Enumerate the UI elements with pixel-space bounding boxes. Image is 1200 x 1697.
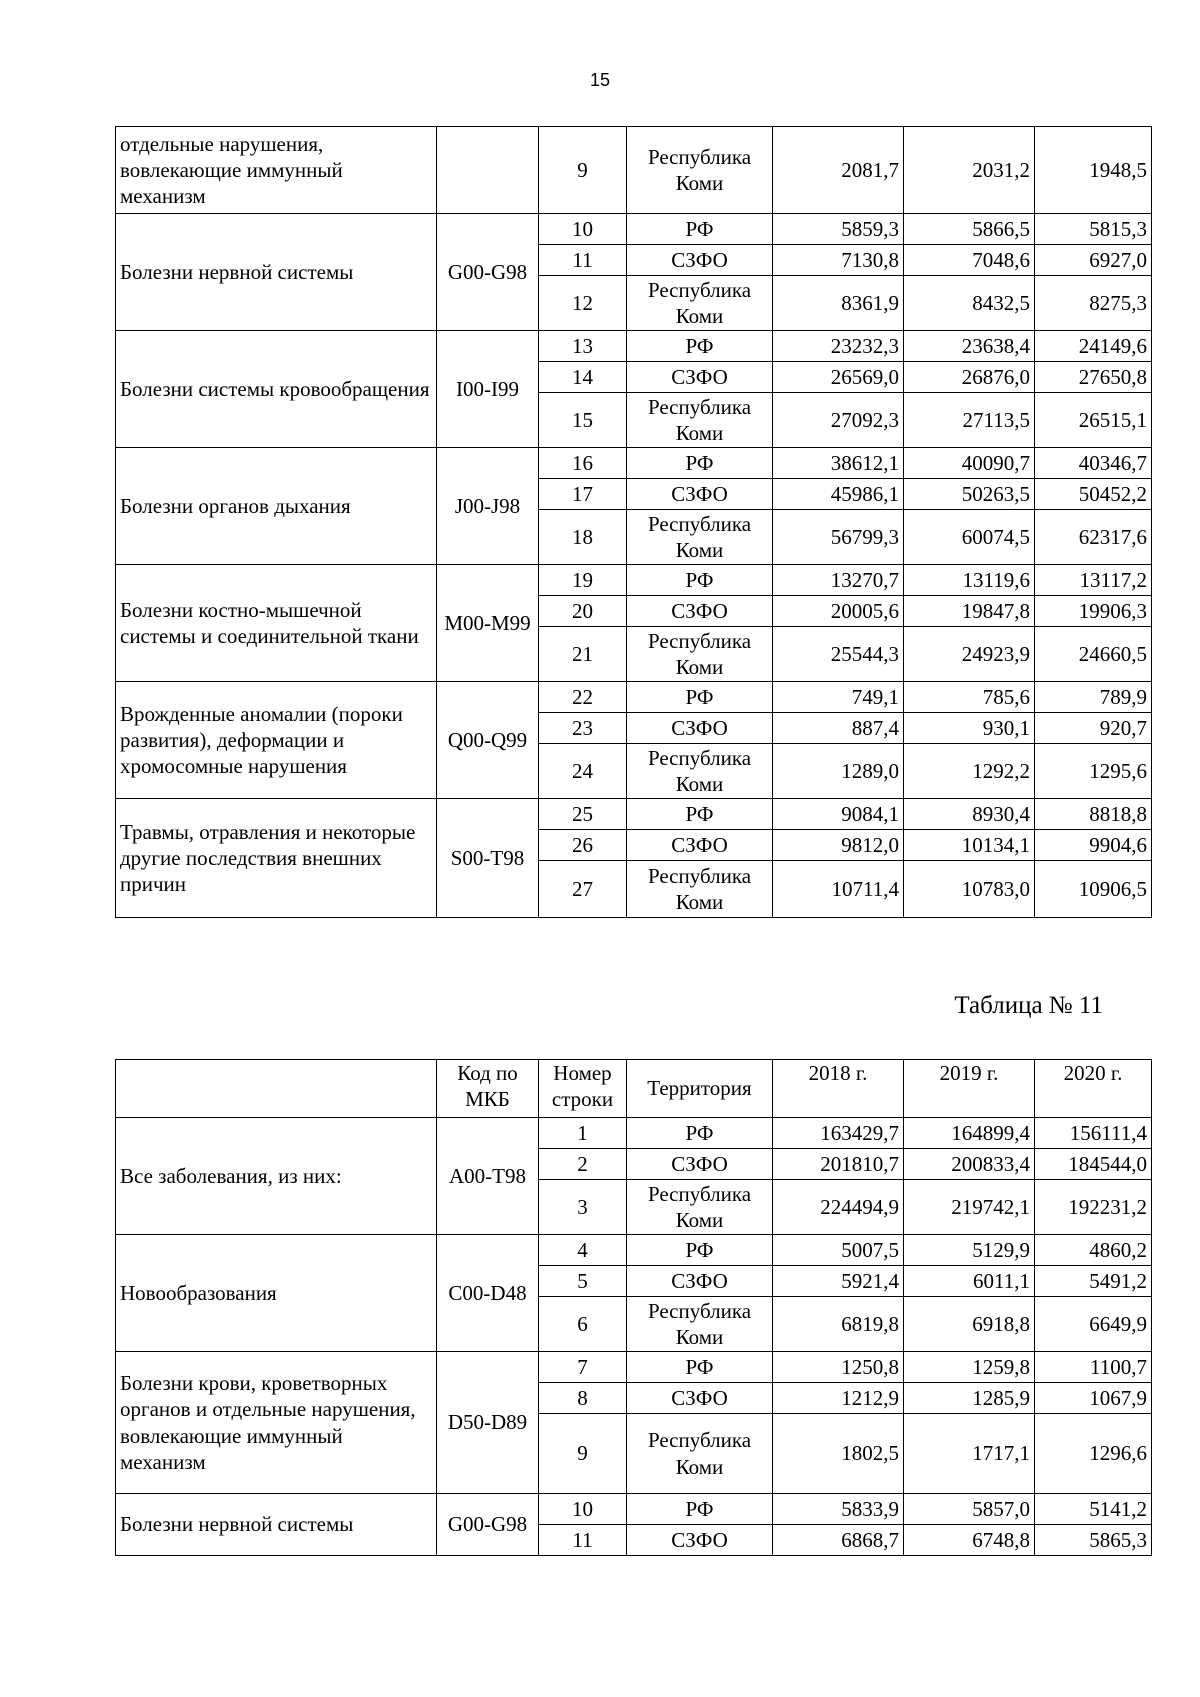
row-number: 22: [539, 682, 627, 713]
value-2018: 201810,7: [773, 1149, 904, 1180]
header-2020: 2020 г.: [1035, 1060, 1152, 1118]
table-row: [116, 127, 1152, 214]
value-2018: 56799,3: [773, 510, 904, 565]
value-2020: 13117,2: [1035, 565, 1152, 596]
row-number: 13: [539, 331, 627, 362]
disease-group-name: Болезни органов дыхания: [116, 448, 437, 565]
icd-code: S00-T98: [437, 799, 539, 918]
value-2020: 10906,5: [1035, 861, 1152, 918]
value-2019: 24923,9: [904, 627, 1035, 682]
territory: СЗФО: [627, 245, 773, 276]
row-number: 8: [539, 1383, 627, 1414]
table-row: [116, 1235, 1152, 1266]
value-2018: 1289,0: [773, 744, 904, 799]
territory: РФ: [627, 1235, 773, 1266]
row-number: 24: [539, 744, 627, 799]
territory: СЗФО: [627, 1149, 773, 1180]
value-2020: 24149,6: [1035, 331, 1152, 362]
header-icd-code: Код по МКБ: [437, 1060, 539, 1118]
value-2020: 50452,2: [1035, 479, 1152, 510]
value-2019: 930,1: [904, 713, 1035, 744]
value-2018: 6868,7: [773, 1525, 904, 1556]
value-2018: 25544,3: [773, 627, 904, 682]
disease-group-name: Болезни костно-мышечной системы и соединительной ткани: [116, 565, 437, 682]
value-2018: 45986,1: [773, 479, 904, 510]
value-2019: 785,6: [904, 682, 1035, 713]
value-2019: 5857,0: [904, 1494, 1035, 1525]
table-row: [116, 682, 1152, 713]
value-2020: 4860,2: [1035, 1235, 1152, 1266]
value-2018: 38612,1: [773, 448, 904, 479]
value-2019: 2031,2: [904, 127, 1035, 214]
value-2018: 9084,1: [773, 799, 904, 830]
header-empty: [116, 1060, 437, 1118]
value-2019: 200833,4: [904, 1149, 1035, 1180]
value-2018: 6819,8: [773, 1297, 904, 1352]
value-2020: 5491,2: [1035, 1266, 1152, 1297]
icd-code: J00-J98: [437, 448, 539, 565]
table-10-continuation: [115, 126, 1152, 918]
row-number: 10: [539, 1494, 627, 1525]
value-2018: 5921,4: [773, 1266, 904, 1297]
icd-code: G00-G98: [437, 214, 539, 331]
value-2020: 8818,8: [1035, 799, 1152, 830]
value-2020: 184544,0: [1035, 1149, 1152, 1180]
value-2019: 8432,5: [904, 276, 1035, 331]
value-2018: 5833,9: [773, 1494, 904, 1525]
territory: Республика Коми: [627, 510, 773, 565]
value-2019: 1259,8: [904, 1352, 1035, 1383]
row-number: 12: [539, 276, 627, 331]
row-number: 14: [539, 362, 627, 393]
row-number: 26: [539, 830, 627, 861]
territory: СЗФО: [627, 1266, 773, 1297]
value-2020: 192231,2: [1035, 1180, 1152, 1235]
value-2020: 1067,9: [1035, 1383, 1152, 1414]
row-number: 17: [539, 479, 627, 510]
territory: Республика Коми: [627, 1180, 773, 1235]
value-2018: 2081,7: [773, 127, 904, 214]
row-number: 4: [539, 1235, 627, 1266]
value-2020: 1296,6: [1035, 1414, 1152, 1494]
row-number: 18: [539, 510, 627, 565]
page-number: 15: [589, 70, 611, 90]
value-2019: 6011,1: [904, 1266, 1035, 1297]
value-2018: 163429,7: [773, 1118, 904, 1149]
disease-group-name: Болезни нервной системы: [116, 1494, 437, 1556]
value-2020: 1948,5: [1035, 127, 1152, 214]
value-2019: 1292,2: [904, 744, 1035, 799]
value-2018: 5859,3: [773, 214, 904, 245]
row-number: 11: [539, 1525, 627, 1556]
table-row: [116, 331, 1152, 362]
table-header-row: [116, 1060, 1152, 1118]
value-2019: 1285,9: [904, 1383, 1035, 1414]
value-2020: 19906,3: [1035, 596, 1152, 627]
territory: Республика Коми: [627, 393, 773, 448]
value-2019: 26876,0: [904, 362, 1035, 393]
territory: РФ: [627, 331, 773, 362]
icd-code: G00-G98: [437, 1494, 539, 1556]
row-number: 23: [539, 713, 627, 744]
value-2018: 887,4: [773, 713, 904, 744]
row-number: 27: [539, 861, 627, 918]
value-2018: 5007,5: [773, 1235, 904, 1266]
header-row-number: Номер строки: [539, 1060, 627, 1118]
territory: Республика Коми: [627, 744, 773, 799]
value-2020: 5141,2: [1035, 1494, 1152, 1525]
value-2019: 5866,5: [904, 214, 1035, 245]
icd-code: D50-D89: [437, 1352, 539, 1494]
value-2018: 224494,9: [773, 1180, 904, 1235]
value-2020: 6927,0: [1035, 245, 1152, 276]
table-row: [116, 1494, 1152, 1525]
value-2020: 5815,3: [1035, 214, 1152, 245]
value-2018: 1802,5: [773, 1414, 904, 1494]
row-number: 15: [539, 393, 627, 448]
territory: РФ: [627, 1494, 773, 1525]
territory: РФ: [627, 1118, 773, 1149]
value-2019: 19847,8: [904, 596, 1035, 627]
value-2019: 23638,4: [904, 331, 1035, 362]
value-2020: 24660,5: [1035, 627, 1152, 682]
value-2020: 1295,6: [1035, 744, 1152, 799]
disease-group-name: Травмы, отравления и некоторые другие последствия внешних причин: [116, 799, 437, 918]
row-number: 16: [539, 448, 627, 479]
territory: СЗФО: [627, 1525, 773, 1556]
value-2018: 20005,6: [773, 596, 904, 627]
row-number: 11: [539, 245, 627, 276]
table-row: [116, 1352, 1152, 1383]
row-number: 19: [539, 565, 627, 596]
value-2020: 27650,8: [1035, 362, 1152, 393]
row-number: 2: [539, 1149, 627, 1180]
value-2018: 27092,3: [773, 393, 904, 448]
icd-code: M00-M99: [437, 565, 539, 682]
territory: РФ: [627, 448, 773, 479]
value-2020: 40346,7: [1035, 448, 1152, 479]
territory: Республика Коми: [627, 861, 773, 918]
territory: РФ: [627, 1352, 773, 1383]
value-2018: 1212,9: [773, 1383, 904, 1414]
row-number: 9: [539, 127, 627, 214]
value-2019: 10783,0: [904, 861, 1035, 918]
icd-code: I00-I99: [437, 331, 539, 448]
row-number: 3: [539, 1180, 627, 1235]
value-2019: 40090,7: [904, 448, 1035, 479]
value-2020: 156111,4: [1035, 1118, 1152, 1149]
row-number: 21: [539, 627, 627, 682]
row-number: 1: [539, 1118, 627, 1149]
icd-code: C00-D48: [437, 1235, 539, 1352]
territory: СЗФО: [627, 830, 773, 861]
value-2018: 8361,9: [773, 276, 904, 331]
territory: РФ: [627, 565, 773, 596]
value-2020: 789,9: [1035, 682, 1152, 713]
disease-group-name: Новообразования: [116, 1235, 437, 1352]
disease-group-name: Врожденные аномалии (пороки развития), деформации и хромосомные нарушения: [116, 682, 437, 799]
table-11-caption: Таблица № 11: [954, 992, 1103, 1019]
territory: Республика Коми: [627, 1414, 773, 1494]
value-2019: 8930,4: [904, 799, 1035, 830]
header-2019: 2019 г.: [904, 1060, 1035, 1118]
header-2018: 2018 г.: [773, 1060, 904, 1118]
territory: СЗФО: [627, 479, 773, 510]
table-row: [116, 1118, 1152, 1149]
row-number: 7: [539, 1352, 627, 1383]
row-number: 20: [539, 596, 627, 627]
value-2018: 1250,8: [773, 1352, 904, 1383]
value-2019: 10134,1: [904, 830, 1035, 861]
value-2020: 5865,3: [1035, 1525, 1152, 1556]
disease-group-name: Все заболевания, из них:: [116, 1118, 437, 1235]
row-number: 6: [539, 1297, 627, 1352]
disease-group-name: Болезни системы кровообращения: [116, 331, 437, 448]
value-2018: 13270,7: [773, 565, 904, 596]
value-2019: 13119,6: [904, 565, 1035, 596]
disease-group-name: Болезни нервной системы: [116, 214, 437, 331]
icd-code: Q00-Q99: [437, 682, 539, 799]
icd-code: A00-T98: [437, 1118, 539, 1235]
value-2019: 27113,5: [904, 393, 1035, 448]
value-2018: 26569,0: [773, 362, 904, 393]
value-2019: 6748,8: [904, 1525, 1035, 1556]
value-2019: 60074,5: [904, 510, 1035, 565]
value-2018: 10711,4: [773, 861, 904, 918]
header-territory: Территория: [627, 1060, 773, 1118]
row-number: 10: [539, 214, 627, 245]
value-2020: 62317,6: [1035, 510, 1152, 565]
value-2018: 749,1: [773, 682, 904, 713]
value-2020: 8275,3: [1035, 276, 1152, 331]
table-row: [116, 214, 1152, 245]
territory: РФ: [627, 214, 773, 245]
value-2019: 164899,4: [904, 1118, 1035, 1149]
value-2019: 5129,9: [904, 1235, 1035, 1266]
value-2019: 219742,1: [904, 1180, 1035, 1235]
value-2020: 1100,7: [1035, 1352, 1152, 1383]
territory: СЗФО: [627, 713, 773, 744]
value-2019: 6918,8: [904, 1297, 1035, 1352]
territory: РФ: [627, 799, 773, 830]
row-number: 25: [539, 799, 627, 830]
table-row: [116, 448, 1152, 479]
territory: Республика Коми: [627, 127, 773, 214]
table-11: [115, 1059, 1152, 1556]
value-2018: 9812,0: [773, 830, 904, 861]
value-2020: 9904,6: [1035, 830, 1152, 861]
row-number: 9: [539, 1414, 627, 1494]
value-2018: 23232,3: [773, 331, 904, 362]
row-number: 5: [539, 1266, 627, 1297]
icd-code: [437, 127, 539, 214]
territory: Республика Коми: [627, 276, 773, 331]
table-row: [116, 799, 1152, 830]
territory: Республика Коми: [627, 627, 773, 682]
value-2020: 6649,9: [1035, 1297, 1152, 1352]
territory: Республика Коми: [627, 1297, 773, 1352]
value-2019: 1717,1: [904, 1414, 1035, 1494]
territory: СЗФО: [627, 362, 773, 393]
disease-group-name: отдельные нарушения, вовлекающие иммунный механизм: [116, 127, 437, 214]
value-2020: 26515,1: [1035, 393, 1152, 448]
territory: СЗФО: [627, 1383, 773, 1414]
disease-group-name: Болезни крови, кроветворных органов и отдельные нарушения, вовлекающие иммунный механизм: [116, 1352, 437, 1494]
value-2019: 7048,6: [904, 245, 1035, 276]
territory: РФ: [627, 682, 773, 713]
value-2018: 7130,8: [773, 245, 904, 276]
value-2020: 920,7: [1035, 713, 1152, 744]
table-row: [116, 565, 1152, 596]
territory: СЗФО: [627, 596, 773, 627]
value-2019: 50263,5: [904, 479, 1035, 510]
